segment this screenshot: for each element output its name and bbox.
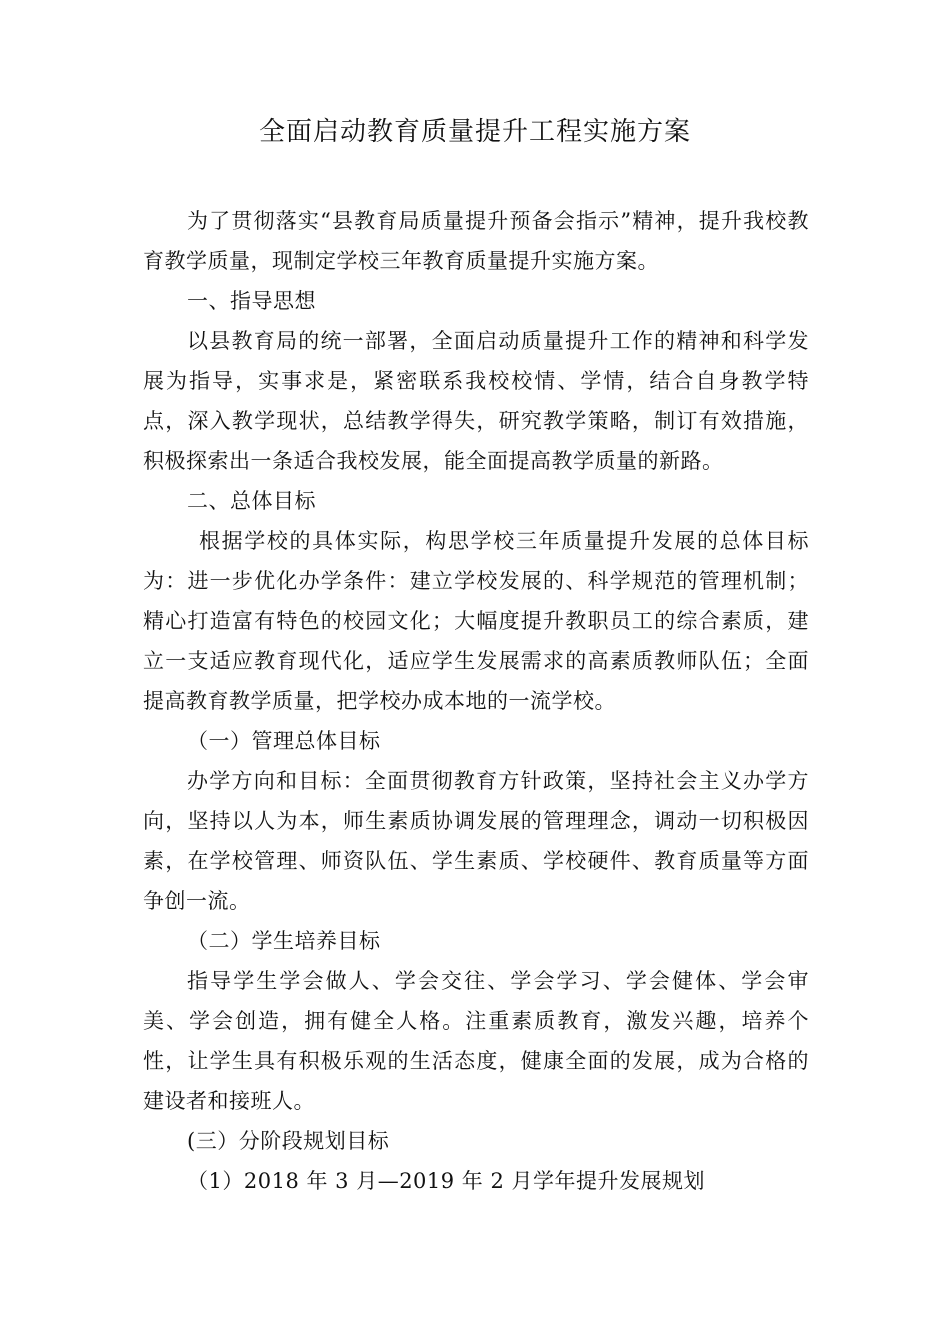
- intro-paragraph: 为了贯彻落实“县教育局质量提升预备会指示”精神，提升我校教育教学质量，现制定学校三年教育质量提升实施方案。: [143, 209, 809, 273]
- plan-item-2018-2019: （1）2018 年 3 月—2019 年 2 月学年提升发展规划: [187, 1169, 706, 1193]
- subsection-body-student-goals: 指导学生学会做人、学会交往、学会学习、学会健体、学会审美、学会创造，拥有健全人格。注重素质教育，激发兴趣，培养个性，让学生具有积极乐观的生活态度，健康全面的发展，成为合格的建设者和接班人。: [143, 969, 809, 1113]
- subsection-heading-phased-goals: (三）分阶段规划目标: [187, 1129, 390, 1153]
- section-heading-overall-goals: 二、总体目标: [187, 489, 316, 513]
- subsection-body-management-goals: 办学方向和目标：全面贯彻教育方针政策，坚持社会主义办学方向，坚持以人为本，师生素质协调发展的管理理念，调动一切积极因素，在学校管理、师资队伍、学生素质、学校硬件、教育质量等方面争创一流。: [143, 769, 809, 913]
- subsection-heading-management-goals: （一）管理总体目标: [187, 729, 381, 753]
- section-body-overall-goals: 根据学校的具体实际，构思学校三年质量提升发展的总体目标为：进一步优化办学条件：建立学校发展的、科学规范的管理机制；精心打造富有特色的校园文化；大幅度提升教职员工的综合素质，建立一支适应教育现代化，适应学生发展需求的高素质教师队伍；全面提高教育教学质量，把学校办成本地的一流学校。: [143, 529, 809, 713]
- document-title: 全面启动教育质量提升工程实施方案: [258, 117, 691, 147]
- document-body: [143, 201, 809, 1201]
- subsection-heading-student-goals: （二）学生培养目标: [187, 929, 381, 953]
- section-heading-guiding-ideology: 一、指导思想: [187, 289, 316, 313]
- section-body-guiding-ideology: 以县教育局的统一部署，全面启动质量提升工作的精神和科学发展为指导，实事求是，紧密联系我校校情、学情，结合自身教学特点，深入教学现状，总结教学得失，研究教学策略，制订有效措施，积极探索出一条适合我校发展，能全面提高教学质量的新路。: [143, 329, 809, 473]
